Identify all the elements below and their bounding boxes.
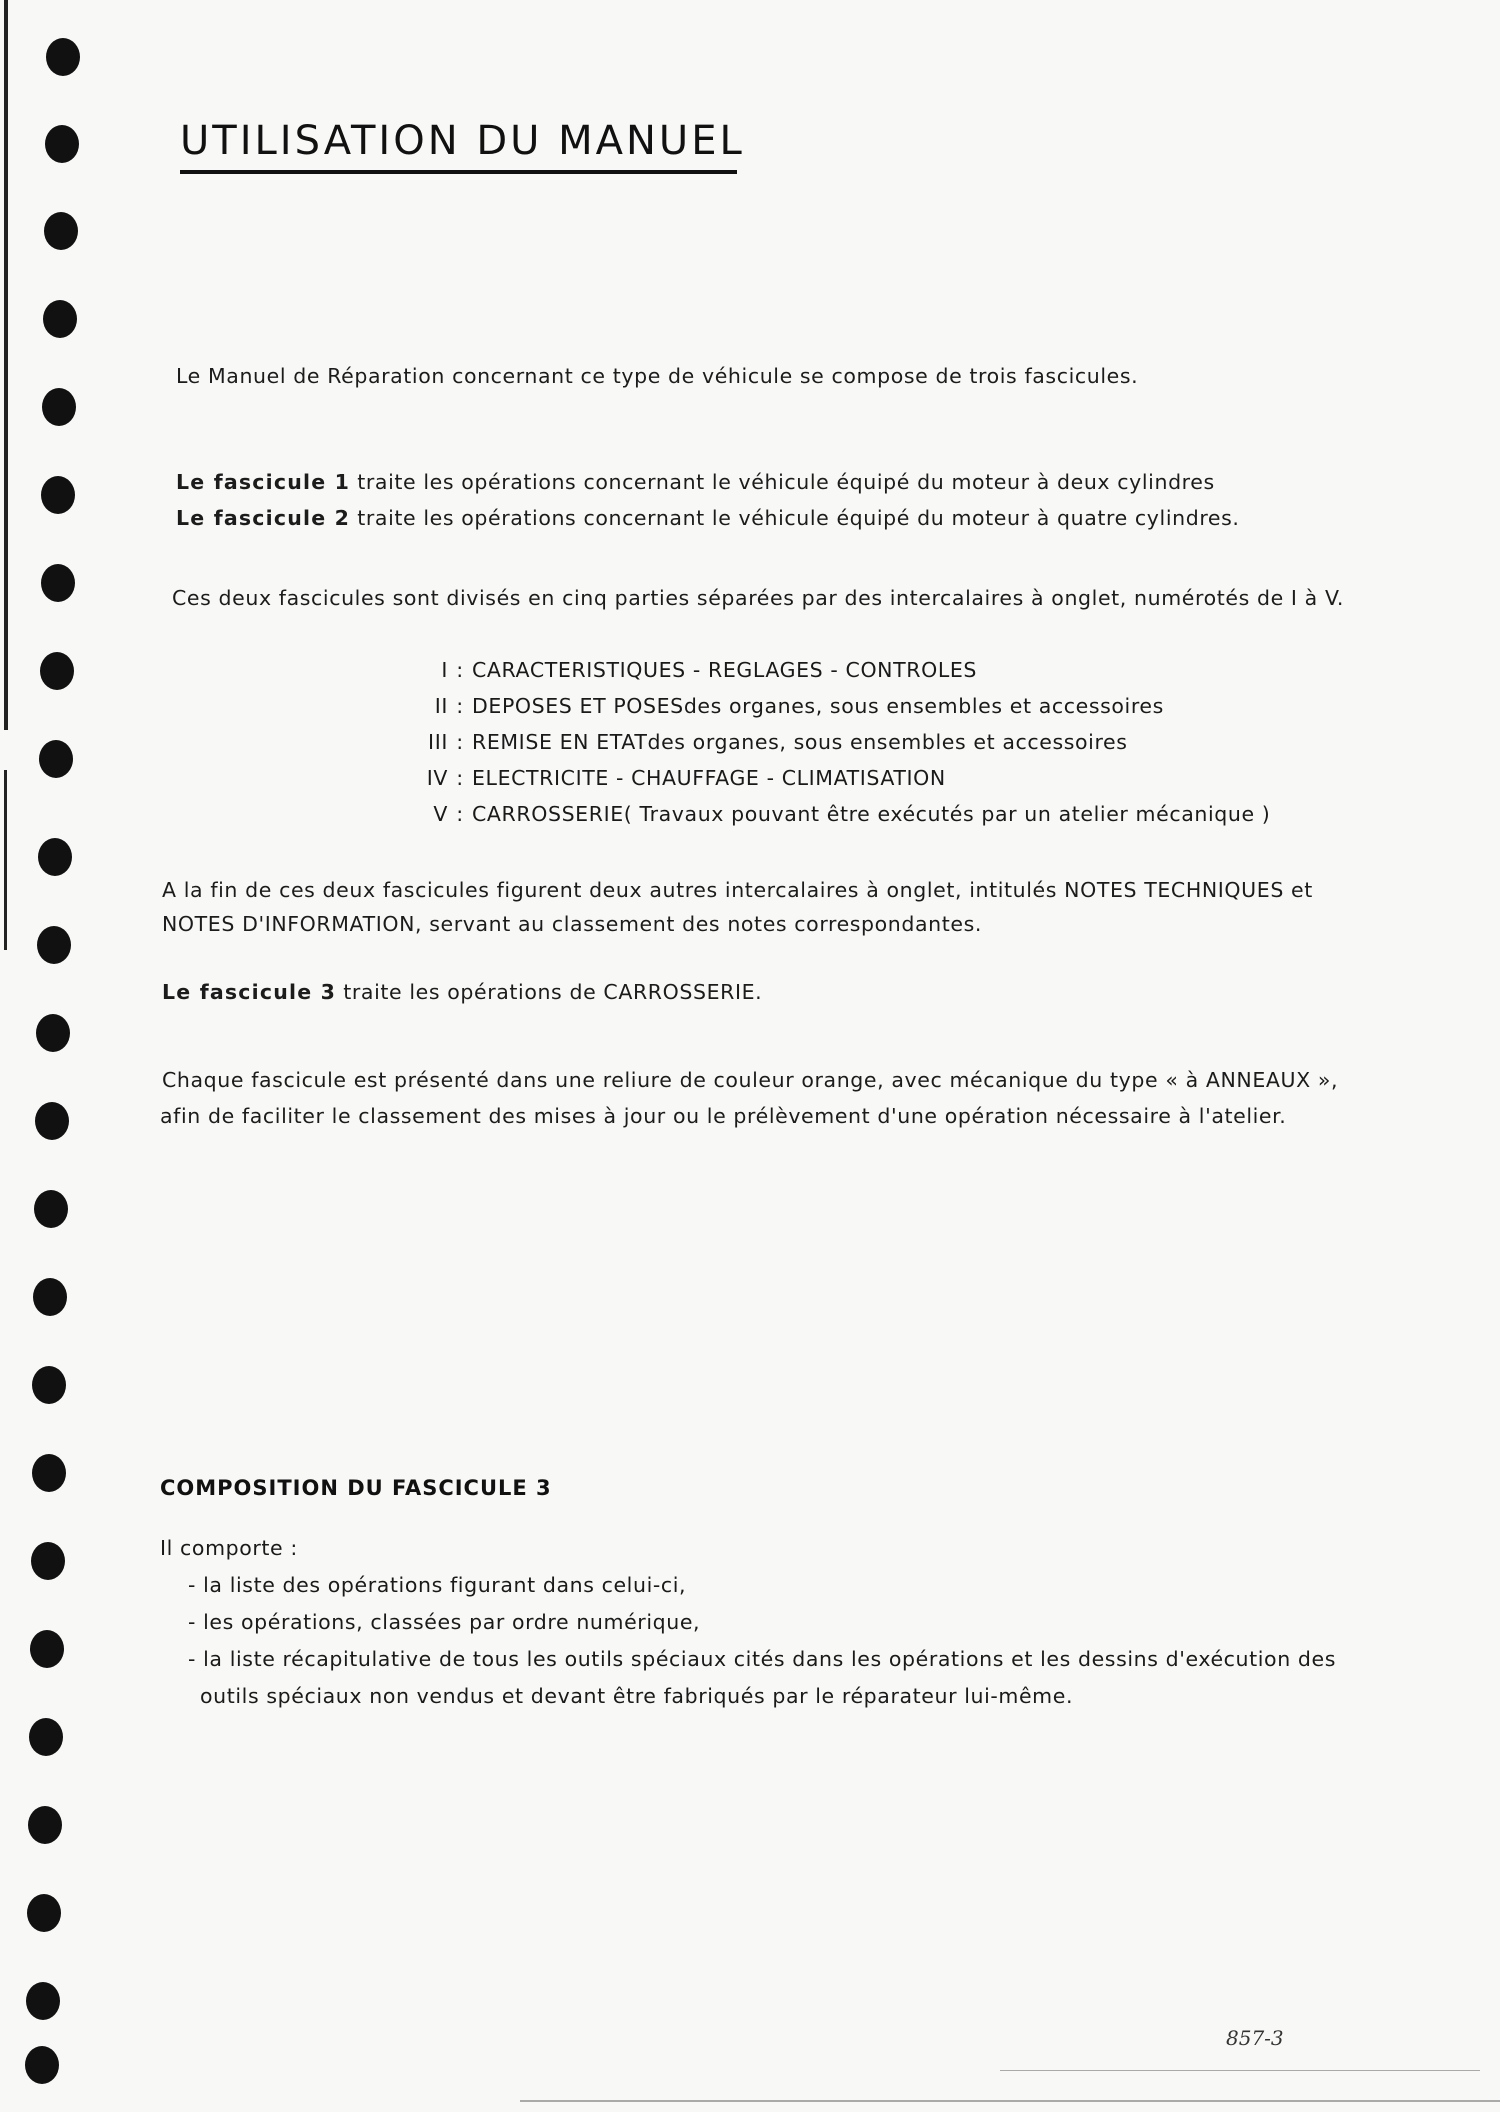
punch-hole	[45, 125, 79, 163]
part-title: CARROSSERIE	[472, 802, 624, 826]
composition-lead: Il comporte :	[160, 1536, 298, 1560]
parts-list	[400, 652, 1270, 832]
fascicule-1-text: traite les opérations concernant le véhicule équipé du moteur à deux cylindres	[350, 470, 1215, 494]
punch-hole	[26, 1982, 60, 2020]
punch-hole	[38, 838, 72, 876]
part-title: DEPOSES ET POSES	[472, 694, 684, 718]
fascicule-3-line	[162, 974, 762, 1010]
punch-hole	[30, 1630, 64, 1668]
punch-hole	[25, 2046, 59, 2084]
punch-hole	[44, 212, 78, 250]
binding-line-1: Chaque fascicule est présenté dans une reliure de couleur orange, avec mécanique du type « à ANNEAUX »,	[162, 1068, 1339, 1092]
part-number: I	[441, 658, 448, 682]
scan-smudge	[520, 2100, 1500, 2102]
fascicule-3-label: Le fascicule 3	[162, 980, 337, 1004]
punch-hole	[43, 300, 77, 338]
fascicule-3-text: traite les opérations de CARROSSERIE.	[336, 980, 763, 1004]
end-note-line-1: A la fin de ces deux fascicules figurent deux autres intercalaires à onglet, intitulés NOTES TECHNIQUES et	[162, 878, 1313, 902]
punch-hole	[36, 1014, 70, 1052]
punch-hole	[41, 564, 75, 602]
title-underline	[180, 170, 737, 174]
list-item: - la liste des opérations figurant dans celui-ci,	[160, 1567, 1336, 1604]
punch-hole	[40, 652, 74, 690]
punch-hole	[32, 1454, 66, 1492]
punch-hole	[33, 1278, 67, 1316]
part-number: V	[433, 802, 448, 826]
punch-hole	[46, 38, 80, 76]
punch-hole	[32, 1366, 66, 1404]
section-title: COMPOSITION DU FASCICULE 3	[160, 1476, 552, 1500]
punch-hole	[39, 740, 73, 778]
binding-edge-line	[4, 0, 8, 730]
part-title: REMISE EN ETAT	[472, 730, 648, 754]
intro-paragraph: Le Manuel de Réparation concernant ce type de véhicule se compose de trois fascicules.	[176, 364, 1139, 388]
punch-hole	[31, 1542, 65, 1580]
part-item: III : REMISE EN ETAT des organes, sous ensembles et accessoires	[400, 724, 1270, 760]
fascicule-1-label: Le fascicule 1	[176, 470, 351, 494]
part-title: CARACTERISTIQUES - REGLAGES - CONTROLES	[472, 658, 977, 682]
punch-hole	[41, 476, 75, 514]
list-item: - la liste récapitulative de tous les outils spéciaux cités dans les opérations et les dessins d'exécution des	[160, 1641, 1336, 1678]
end-note-line-2: NOTES D'INFORMATION, servant au classement des notes correspondantes.	[162, 912, 983, 936]
part-item: II : DEPOSES ET POSES des organes, sous ensembles et accessoires	[400, 688, 1270, 724]
page-title: UTILISATION DU MANUEL	[180, 118, 745, 164]
list-item-continuation: outils spéciaux non vendus et devant être fabriqués par le réparateur lui-même.	[200, 1684, 1074, 1708]
part-number: IV	[426, 766, 448, 790]
binding-line-2: afin de faciliter le classement des mises à jour ou le prélèvement d'une opération nécessaire à l'atelier.	[160, 1104, 1287, 1128]
part-description: des organes, sous ensembles et accessoires	[647, 730, 1128, 754]
page-number: 857-3	[1226, 2026, 1284, 2050]
part-number: III	[428, 730, 448, 754]
punch-hole	[37, 926, 71, 964]
part-description: des organes, sous ensembles et accessoires	[683, 694, 1164, 718]
part-description: ( Travaux pouvant être exécutés par un atelier mécanique )	[623, 802, 1271, 826]
divided-paragraph: Ces deux fascicules sont divisés en cinq parties séparées par des intercalaires à onglet, numérotés de I à V.	[172, 586, 1345, 610]
part-item: IV : ELECTRICITE - CHAUFFAGE - CLIMATISATION	[400, 760, 1270, 796]
fascicule-2-line	[176, 500, 1240, 536]
punch-hole	[42, 388, 76, 426]
punch-hole	[34, 1190, 68, 1228]
fascicule-2-text: traite les opérations concernant le véhicule équipé du moteur à quatre cylindres.	[350, 506, 1240, 530]
part-item: V : CARROSSERIE ( Travaux pouvant être exécutés par un atelier mécanique )	[400, 796, 1270, 832]
part-item: I : CARACTERISTIQUES - REGLAGES - CONTROLES	[400, 652, 1270, 688]
fascicule-2-label: Le fascicule 2	[176, 506, 351, 530]
part-number: II	[434, 694, 448, 718]
punch-hole	[28, 1806, 62, 1844]
composition-list	[160, 1530, 1336, 1715]
list-item: - les opérations, classées par ordre numérique,	[160, 1604, 1336, 1641]
punch-hole	[35, 1102, 69, 1140]
part-title: ELECTRICITE - CHAUFFAGE - CLIMATISATION	[472, 766, 946, 790]
punch-hole	[29, 1718, 63, 1756]
binding-edge-line-lower	[4, 770, 7, 950]
punch-hole	[27, 1894, 61, 1932]
fascicule-1-line	[176, 464, 1215, 500]
scan-smudge	[1000, 2070, 1480, 2071]
